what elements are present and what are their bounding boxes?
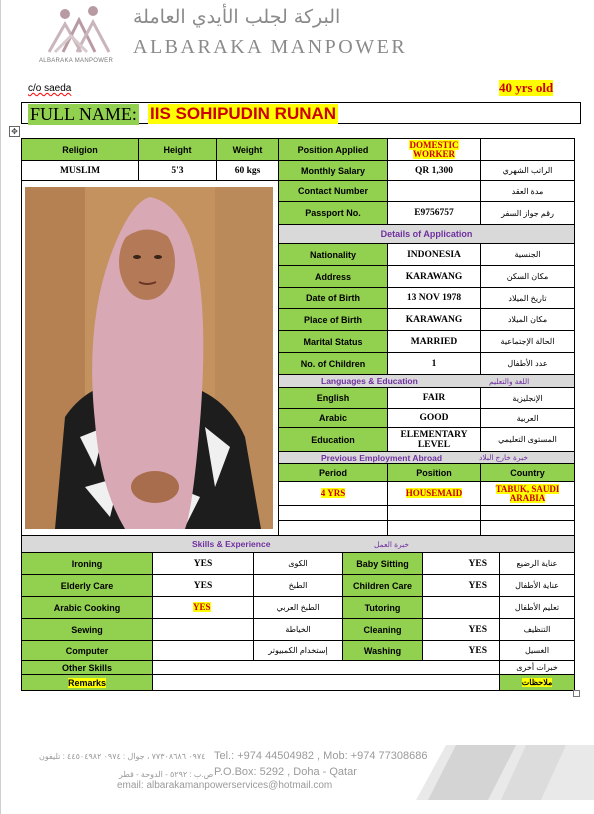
employment-country-empty-2 <box>480 520 575 536</box>
religion-value: MUSLIM <box>21 160 139 181</box>
children-care-label: Children Care <box>342 574 423 597</box>
nationality-value: INDONESIA <box>387 243 481 266</box>
tutoring-label: Tutoring <box>342 596 423 619</box>
height-value: 5'3 <box>138 160 217 181</box>
footer-email: email: albarakamanpowerservices@hotmail.com <box>117 780 333 791</box>
full-name-box <box>21 102 581 124</box>
contact-number-label: Contact Number <box>278 180 388 202</box>
education-arabic: المستوى التعليمي <box>480 427 575 452</box>
ironing-label: Ironing <box>21 552 153 575</box>
position-header: Position <box>387 463 481 482</box>
english-arabic: الإنجليزية <box>480 387 575 409</box>
elderly-care-label: Elderly Care <box>21 574 153 597</box>
religion-label: Religion <box>21 138 139 161</box>
baby-sitting-arabic: عناية الرضيع <box>499 552 575 575</box>
arabic-cooking-label: Arabic Cooking <box>21 596 153 619</box>
ironing-arabic: الكوى <box>253 552 343 575</box>
place-of-birth-arabic: مكان الميلاد <box>480 308 575 331</box>
footer-address-arabic: ص.ب : ٥٢٩٢ - الدوحة - قطر <box>119 770 214 779</box>
english-label: English <box>278 387 388 409</box>
arabic-cooking-arabic: الطبخ العربي <box>253 596 343 619</box>
marital-status-value: MARRIED <box>387 330 481 353</box>
position-applied-value: DOMESTIC WORKER <box>387 138 481 161</box>
baby-sitting-label: Baby Sitting <box>342 552 423 575</box>
other-skills-arabic: خبرات أخرى <box>499 660 575 675</box>
passport-label: Passport No. <box>278 201 388 225</box>
weight-label: Weight <box>216 138 279 161</box>
footer-phone-arabic: ٠٩٧٤ ٧٧٣٠٨٦٨٦ ، جوال : ٠٩٧٤ ٤٤٥٠٤٩٨٢ : تليفون <box>39 752 206 761</box>
passport-arabic: رقم جواز السفر <box>480 201 575 225</box>
details-header: Details of Application <box>278 224 575 244</box>
nationality-label: Nationality <box>278 243 388 266</box>
position-applied-label: Position Applied <box>278 138 388 161</box>
children-arabic: عدد الأطفال <box>480 352 575 375</box>
languages-header: Languages & Education اللغة والتعليم <box>278 374 575 388</box>
employment-position: HOUSEMAID <box>387 481 481 506</box>
cleaning-arabic: التنظيف <box>499 618 575 641</box>
logo-caption: ALBARAKA MANPOWER <box>39 58 114 64</box>
cleaning-label: Cleaning <box>342 618 423 641</box>
english-value: FAIR <box>387 387 481 409</box>
place-of-birth-label: Place of Birth <box>278 308 388 331</box>
country-header: Country <box>480 463 575 482</box>
passport-value: E9756757 <box>387 201 481 225</box>
address-label: Address <box>278 265 388 288</box>
remarks-value <box>152 674 500 691</box>
dob-value: 13 NOV 1978 <box>387 287 481 309</box>
employment-period: 4 YRS <box>278 481 388 506</box>
computer-arabic: إستخدام الكمبيوتر <box>253 640 343 661</box>
sewing-label: Sewing <box>21 618 153 641</box>
contact-number-value <box>387 180 481 202</box>
weight-value: 60 kgs <box>216 160 279 181</box>
care-of-text: c/o saeda <box>28 83 72 94</box>
applicant-photo <box>25 187 273 529</box>
remarks-arabic: ملاحظات <box>521 678 553 687</box>
elderly-care-value: YES <box>152 574 254 597</box>
full-name-value: IIS SOHIPUDIN RUNAN <box>150 104 337 123</box>
place-of-birth-value: KARAWANG <box>387 308 481 331</box>
period-header: Period <box>278 463 388 482</box>
ironing-value: YES <box>152 552 254 575</box>
elderly-care-arabic: الطبخ <box>253 574 343 597</box>
children-care-arabic: عناية الأطفال <box>499 574 575 597</box>
remarks-label: Remarks <box>67 677 107 688</box>
arabic-arabic: العربية <box>480 408 575 428</box>
children-care-value: YES <box>422 574 500 597</box>
tutoring-value <box>422 596 500 619</box>
address-value: KARAWANG <box>387 265 481 288</box>
arabic-cooking-value: YES <box>152 596 254 619</box>
children-value: 1 <box>387 352 481 375</box>
employment-period-empty-1 <box>278 505 388 521</box>
employment-header: Previous Employment Abroad خبرة خارج البلاد <box>278 451 575 464</box>
cleaning-value: YES <box>422 618 500 641</box>
table-move-handle-icon[interactable]: ✥ <box>9 126 20 137</box>
dob-arabic: تاريخ الميلاد <box>480 287 575 309</box>
address-arabic: مكان السكن <box>480 265 575 288</box>
marital-status-arabic: الحالة الإجتماعية <box>480 330 575 353</box>
monthly-salary-arabic: الراتب الشهري <box>480 160 575 181</box>
employment-country: TABUK, SAUDI ARABIA <box>480 481 575 506</box>
age-badge: 40 yrs old <box>499 80 554 95</box>
washing-arabic: الغسيل <box>499 640 575 661</box>
education-value: ELEMENTARY LEVEL <box>387 427 481 452</box>
height-label: Height <box>138 138 217 161</box>
other-skills-label: Other Skills <box>21 660 153 675</box>
monthly-salary-value: QR 1,300 <box>387 160 481 181</box>
footer-phone-english: Tel.: +974 44504982 , Mob: +974 77308686 <box>214 750 428 762</box>
dob-label: Date of Birth <box>278 287 388 309</box>
marital-status-label: Marital Status <box>278 330 388 353</box>
children-label: No. of Children <box>278 352 388 375</box>
skills-header: Skills & Experience خبرة العمل <box>21 535 575 553</box>
monthly-salary-label: Monthly Salary <box>278 160 388 181</box>
sewing-arabic: الخياطة <box>253 618 343 641</box>
baby-sitting-value: YES <box>422 552 500 575</box>
computer-value <box>152 640 254 661</box>
tutoring-arabic: تعليم الأطفال <box>499 596 575 619</box>
footer-address-english: P.O.Box: 5292 , Doha - Qatar <box>214 766 357 778</box>
brand-english: ALBARAKA MANPOWER <box>133 36 408 58</box>
full-name-label: FULL NAME: <box>30 104 137 124</box>
washing-value: YES <box>422 640 500 661</box>
education-label: Education <box>278 427 388 452</box>
remarks-arabic-cell <box>499 674 575 691</box>
employment-position-empty-1 <box>387 505 481 521</box>
arabic-label: Arabic <box>278 408 388 428</box>
other-skills-value <box>152 660 500 675</box>
brand-arabic: البركة لجلب الأيدي العاملة <box>133 6 341 28</box>
computer-label: Computer <box>21 640 153 661</box>
employment-period-empty-2 <box>278 520 388 536</box>
table-resize-handle-icon[interactable] <box>573 690 580 697</box>
arabic-value: GOOD <box>387 408 481 428</box>
nationality-arabic: الجنسية <box>480 243 575 266</box>
remarks-label-cell <box>21 674 153 691</box>
position-applied-extra <box>480 138 575 161</box>
employment-country-empty-1 <box>480 505 575 521</box>
sewing-value <box>152 618 254 641</box>
contact-number-arabic: مدة العقد <box>480 180 575 202</box>
washing-label: Washing <box>342 640 423 661</box>
employment-position-empty-2 <box>387 520 481 536</box>
